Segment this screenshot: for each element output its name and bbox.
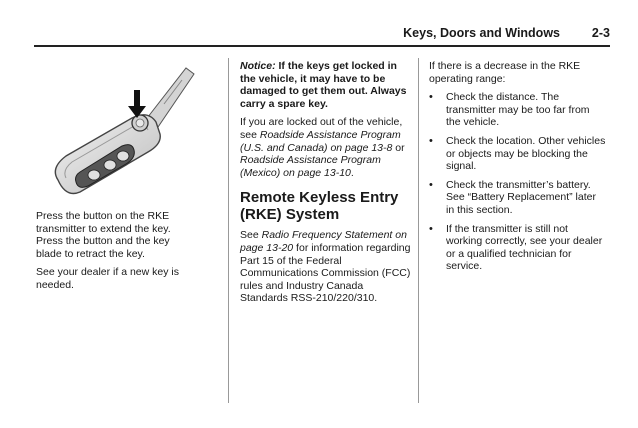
header-rule [34,45,610,47]
notice [240,60,412,110]
key-fob-icon [36,60,196,202]
list-item-text: Check the distance. The transmitter may be too far from the vehicle. [446,91,590,129]
list-item [429,135,607,173]
list-item [429,223,607,273]
radio-text-1: See [240,229,262,242]
list-item [429,91,607,129]
bullet: • [429,91,433,104]
list-item-text: If the transmitter is still not working correctly, see your dealer or a qualified technician for service. [446,222,603,273]
section-heading: Remote Keyless Entry (RKE) System [240,189,399,224]
page-number: 2-3 [591,26,610,40]
bullet: • [429,178,433,191]
range-intro: If there is a decrease in the RKE operating range: [429,60,581,85]
section-title: Keys, Doors and Windows [403,26,560,40]
radio-frequency-paragraph [240,229,412,305]
bullet: • [429,134,433,147]
extend-key-instructions: Press the button on the RKE transmitter to extend the key. Press the button and the key blade to retract the key. [36,210,171,260]
list-item-text: Check the transmitter’s battery. See “Battery Replacement” later in this section. [446,178,596,216]
locked-out-text-2: or [392,141,405,154]
roadside-us-canada-reference[interactable]: Roadside Assistance Program (U.S. and Canada) on page 13-8 [240,128,401,154]
column-divider-2 [418,58,419,403]
column-2 [240,60,412,311]
notice-text: If the keys get locked in the vehicle, it may have to be damaged to get them out. Always carry a spare key. [240,60,407,110]
column-divider-1 [228,58,229,403]
new-key-note: See your dealer if a new key is needed. [36,266,179,291]
locked-out-text-1: If you are locked out of the vehicle, see [240,116,403,141]
locked-out-paragraph [240,116,412,179]
locked-out-text-3: . [350,166,354,179]
notice-lead: Notice: [240,60,276,72]
column-3 [429,60,607,279]
list-item [429,179,607,217]
bullet: • [429,222,433,235]
roadside-mexico-reference[interactable]: Roadside Assistance Program (Mexico) on page 13-10 [240,154,381,179]
column-1 [36,210,196,298]
radio-frequency-reference[interactable]: Radio Frequency Statement on page 13-20 [240,229,407,254]
troubleshooting-list [429,91,607,273]
radio-text-2: for information regarding Part 15 of the Federal Communications Commission (FCC) rules and Industry Canada Standards RSS-210/220/310. [240,241,411,305]
list-item-text: Check the location. Other vehicles or objects may be blocking the signal. [446,134,606,173]
